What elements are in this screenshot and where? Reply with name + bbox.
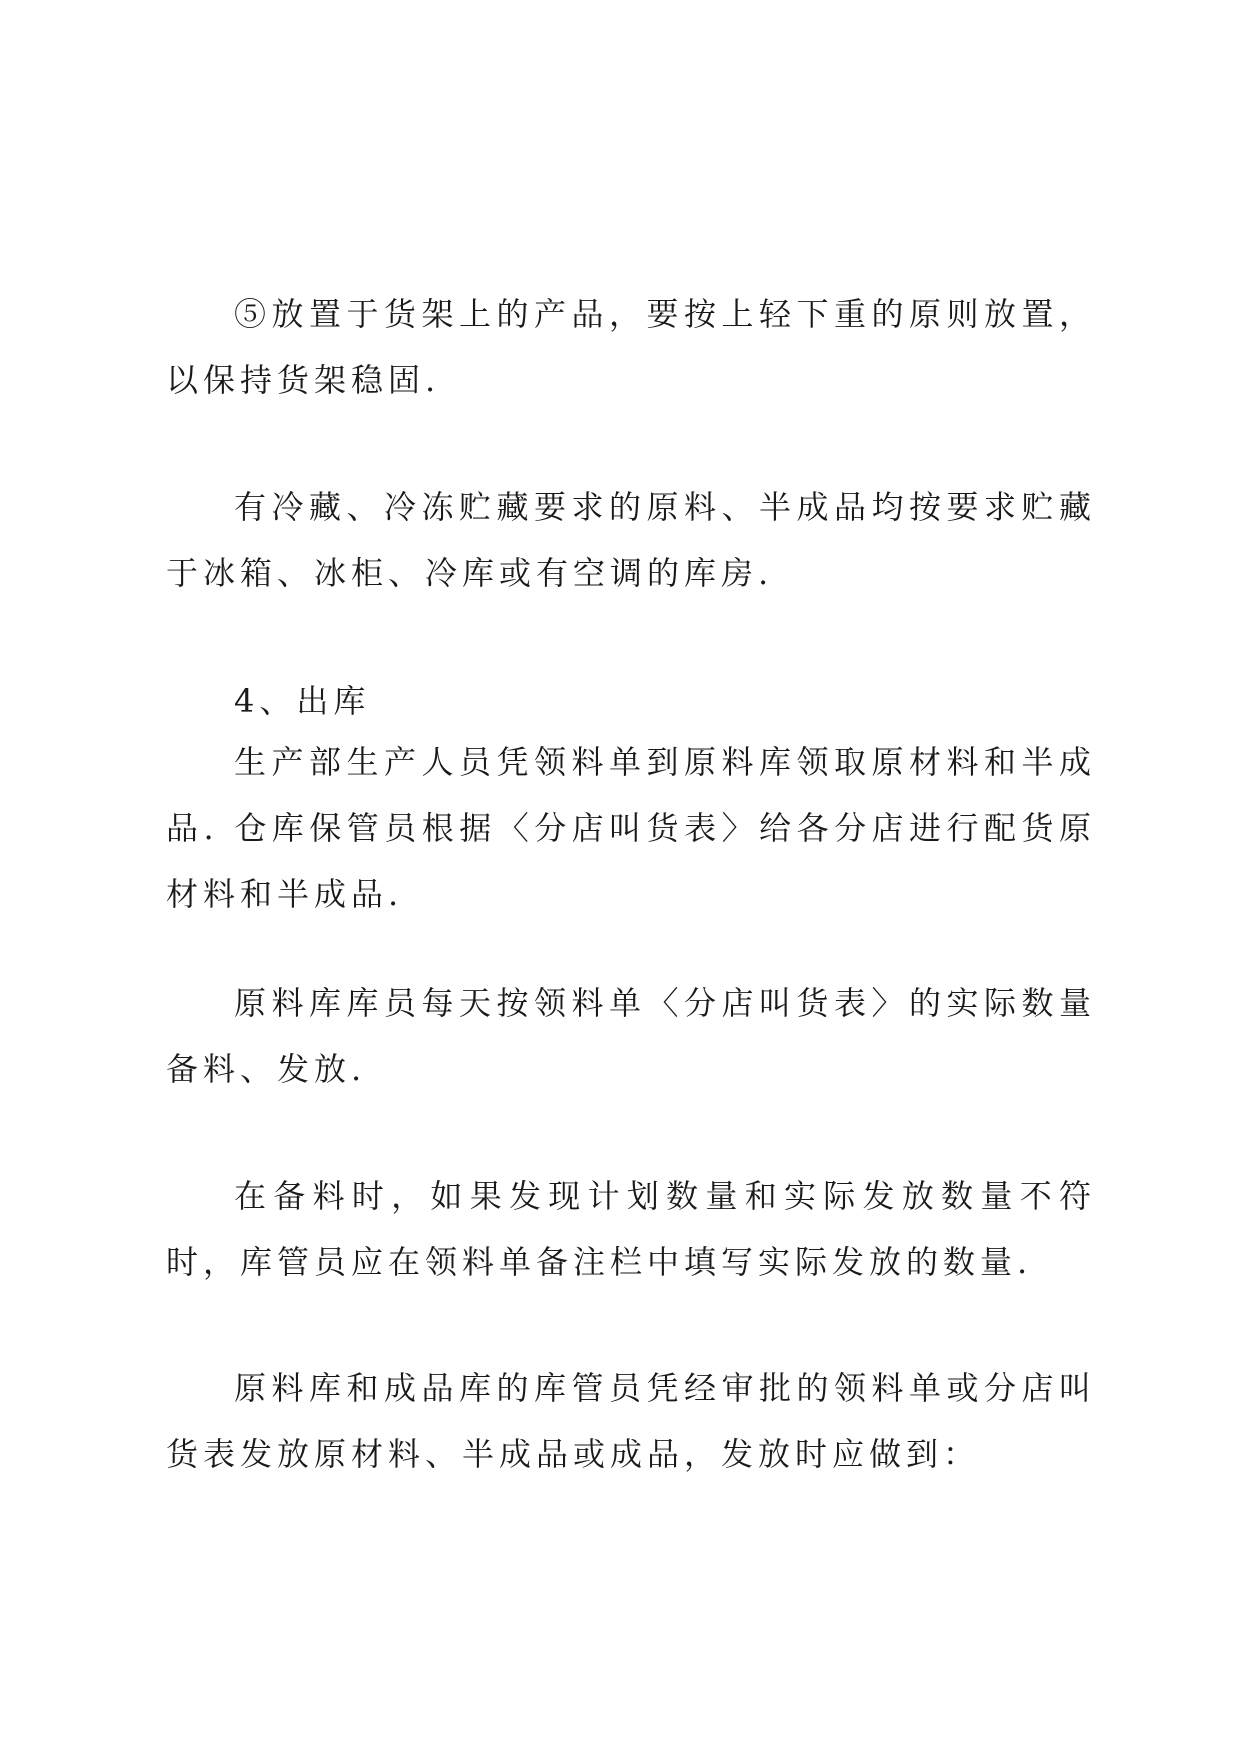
- paragraph-daily-preparation: 原料库库员每天按领料单〈分店叫货表〉的实际数量备料、发放.: [166, 984, 1096, 1088]
- paragraph-shelf-placement: ⑤放置于货架上的产品，要按上轻下重的原则放置，以保持货架稳固.: [166, 295, 1096, 399]
- paragraph-requisition: 生产部生产人员凭领料单到原料库领取原材料和半成品. 仓库保管员根据〈分店叫货表〉给各分店进行配货原材料和半成品.: [166, 743, 1096, 913]
- paragraph-cold-storage: 有冷藏、冷冻贮藏要求的原料、半成品均按要求贮藏于冰箱、冰柜、冷库或有空调的库房.: [166, 488, 1096, 592]
- section-heading-outbound: 4、出库: [234, 682, 371, 720]
- paragraph-quantity-discrepancy: 在备料时，如果发现计划数量和实际发放数量不符时，库管员应在领料单备注栏中填写实际发放的数量.: [166, 1177, 1096, 1281]
- paragraph-issuing-rules: 原料库和成品库的库管员凭经审批的领料单或分店叫货表发放原材料、半成品或成品，发放时应做到：: [166, 1369, 1096, 1473]
